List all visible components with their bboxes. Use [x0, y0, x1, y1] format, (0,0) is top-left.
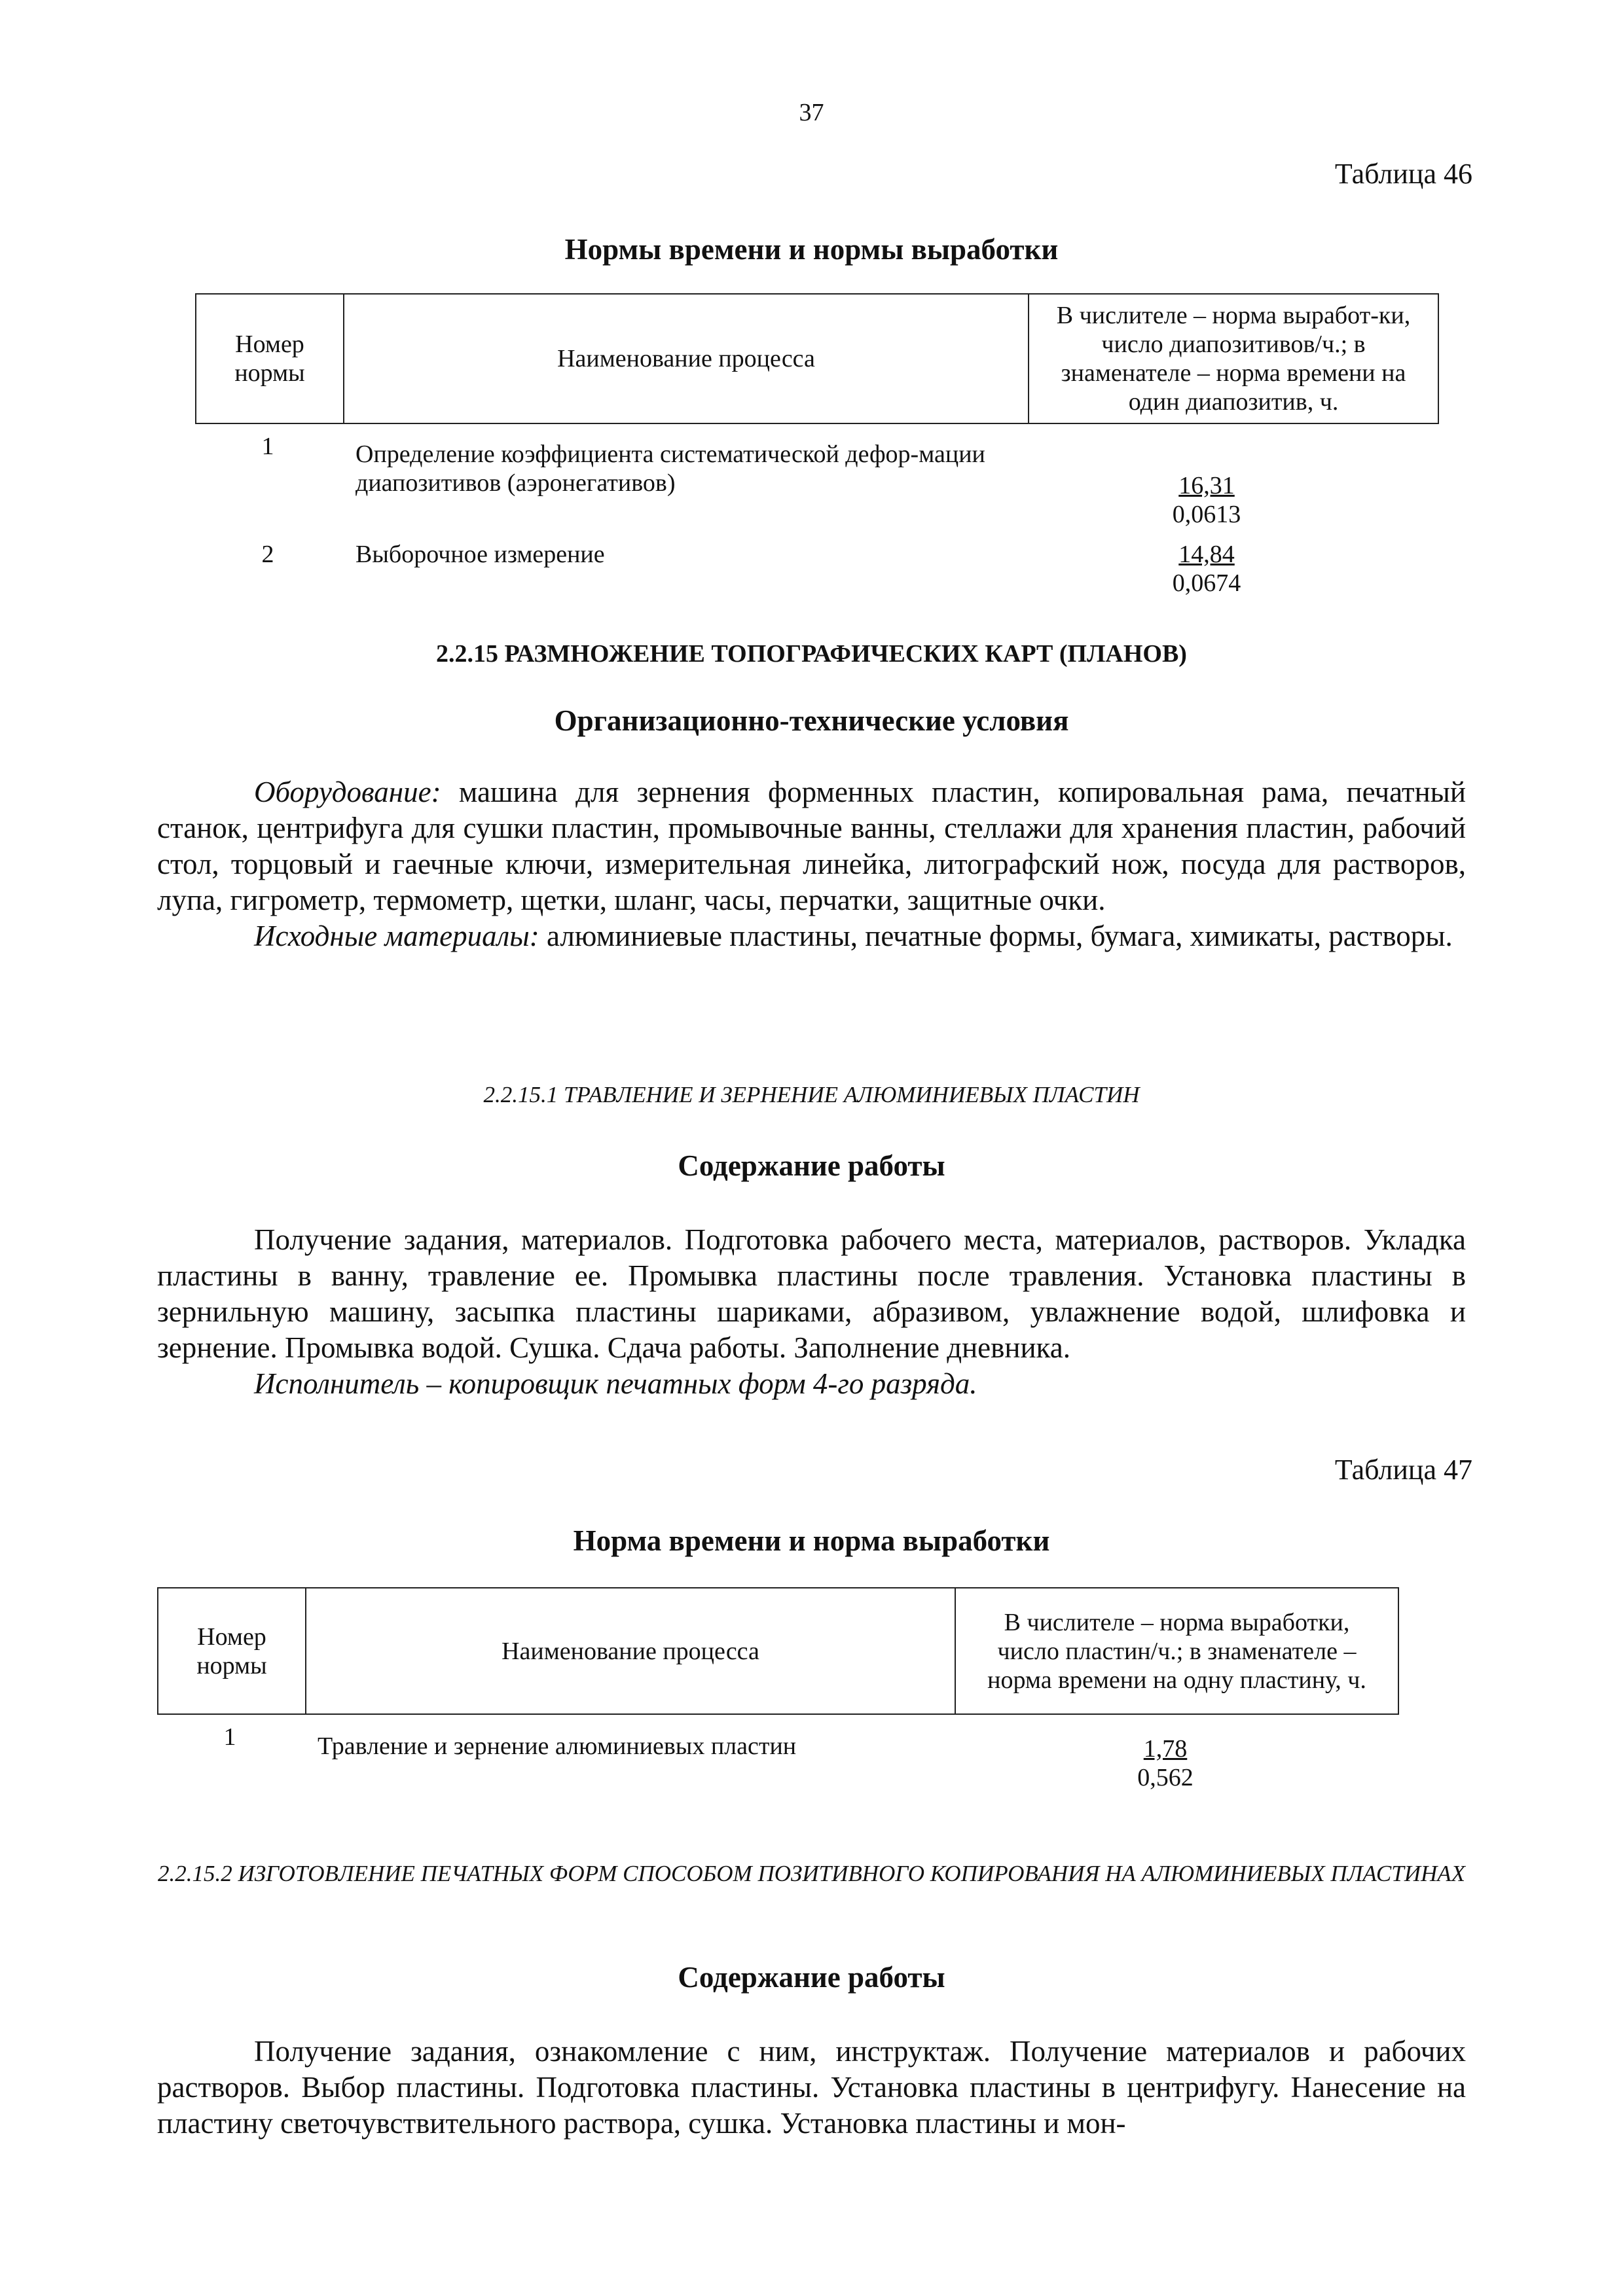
row-process-name: Травление и зернение алюминиевых пластин [318, 1732, 797, 1760]
org-conditions-text [157, 774, 1466, 954]
row-number: 2 [261, 541, 274, 568]
norm-denominator: 0,0674 [1172, 569, 1241, 597]
norm-numerator: 16,31 [1178, 472, 1235, 499]
table-47-title: Норма времени и норма выработки [573, 1524, 1050, 1557]
row-number: 1 [223, 1723, 236, 1751]
work-content-text-2 [157, 2034, 1466, 2142]
table-47-header-process: Наименование процесса [306, 1588, 955, 1714]
work-content-title-2: Содержание работы [678, 1961, 945, 1994]
work-content-paragraph-1: Получение задания, материалов. Подготовка рабочего места, материалов, растворов. Укладка пластины в ванну, травление ее. Промывка пластины после травления. Установка пластины в зернильную машину, засыпка пластины шариками, абразивом, увлажнение водой, шлифовка и зернение. Промывка водой. Сушка. Сдача работы. Заполнение дневника. [157, 1223, 1466, 1364]
row-norm-fraction [1141, 471, 1272, 529]
table-row [195, 432, 1439, 537]
norm-numerator: 1,78 [1143, 1735, 1188, 1763]
table-47-header-norm: В числителе – норма выработки, число пластин/ч.; в знаменателе – норма времени на одну пластину, ч. [955, 1588, 1398, 1714]
equipment-text: машина для зернения форменных пластин, копировальная рама, печатный станок, центрифуга для сушки пластин, промывочные ванны, стеллажи для хранения пластин, рабочий стол, торцовый и гаечные ключи, измерительная линейка, литографский нож, посуда для растворов, лупа, гигрометр, термометр, щетки, шланг, часы, перчатки, защитные очки. [157, 776, 1466, 916]
page-number: 37 [799, 99, 824, 126]
table-row [157, 1723, 1399, 1801]
materials-text: алюминиевые пластины, печатные формы, бумага, химикаты, растворы. [539, 920, 1453, 952]
work-content-title-1: Содержание работы [678, 1149, 945, 1182]
materials-paragraph [157, 918, 1466, 954]
table-46-body [195, 432, 1439, 609]
subsection-heading-2-2-15-1: 2.2.15.1 ТРАВЛЕНИЕ И ЗЕРНЕНИЕ АЛЮМИНИЕВЫХ ПЛАСТИН [483, 1082, 1140, 1107]
work-content-text-1 [157, 1222, 1466, 1402]
row-process-name: Определение коэффициента систематической дефор-мации диапозитивов (аэронегативов) [356, 440, 985, 497]
table-46-header-number: Номер нормы [196, 294, 344, 423]
org-conditions-title: Организационно-технические условия [554, 704, 1069, 737]
row-norm-fraction [1100, 1734, 1231, 1792]
table-row [195, 540, 1439, 605]
norm-denominator: 0,562 [1137, 1764, 1194, 1791]
executor-paragraph-1: Исполнитель – копировщик печатных форм 4-го разряда. [254, 1367, 977, 1400]
table-46-header-process: Наименование процесса [344, 294, 1029, 423]
table-46-caption: Таблица 46 [1334, 158, 1472, 190]
subsection-heading-2-2-15-2: 2.2.15.2 ИЗГОТОВЛЕНИЕ ПЕЧАТНЫХ ФОРМ СПОСОБОМ ПОЗИТИВНОГО КОПИРОВАНИЯ НА АЛЮМИНИЕВЫХ ПЛАСТИНАХ [157, 1861, 1466, 1886]
row-process-name: Выборочное измерение [356, 541, 605, 568]
materials-label: Исходные материалы: [254, 920, 539, 952]
table-47-caption: Таблица 47 [1334, 1454, 1472, 1486]
row-number: 1 [261, 433, 274, 460]
table-46-header [195, 293, 1439, 424]
norm-numerator: 14,84 [1178, 541, 1235, 568]
table-47-body [157, 1723, 1399, 1801]
equipment-paragraph [157, 774, 1466, 918]
table-47-header [157, 1587, 1399, 1715]
work-content-paragraph-2: Получение задания, ознакомление с ним, инструктаж. Получение материалов и рабочих растворов. Выбор пластины. Подготовка пластины. Установка пластины в центрифугу. Нанесение на пластину светочувствительного раствора, сушка. Установка пластины и мон- [157, 2035, 1466, 2140]
equipment-label: Оборудование: [254, 776, 441, 808]
table-47-header-number: Номер нормы [158, 1588, 306, 1714]
norm-denominator: 0,0613 [1172, 501, 1241, 528]
table-46-header-norm: В числителе – норма выработ-ки, число диапозитивов/ч.; в знаменателе – норма времени на один диапозитив, ч. [1029, 294, 1438, 423]
table-46-title: Нормы времени и нормы выработки [564, 233, 1059, 266]
section-heading-2-2-15: 2.2.15 РАЗМНОЖЕНИЕ ТОПОГРАФИЧЕСКИХ КАРТ (ПЛАНОВ) [436, 640, 1187, 668]
row-norm-fraction [1141, 540, 1272, 598]
